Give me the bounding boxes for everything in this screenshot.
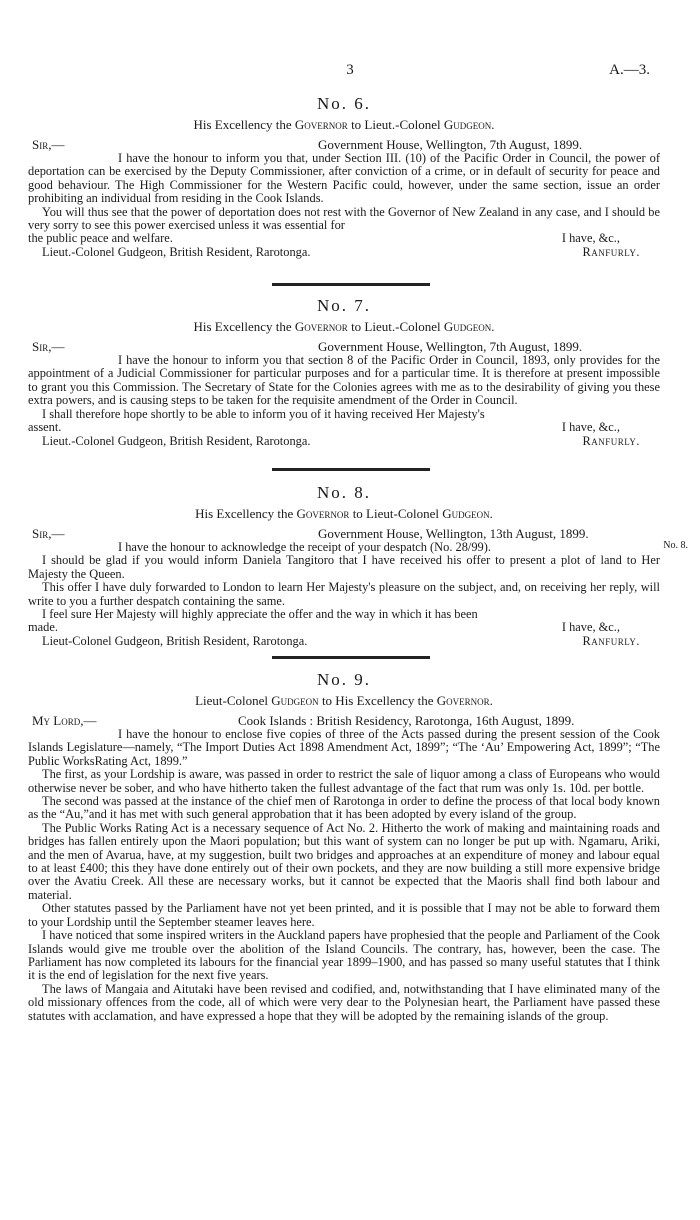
paragraph: I have noticed that some inspired writers in the Auckland papers have prophesied that the people and Parliament of the Cook Islands would give me trouble over the abolition of the Island Councils. The contrary, has, however, been the case. The Parliament has now completed its labours for the financial year 1899–1900, and has passed so many useful statutes that I think it is the end of legislation for the next five years. — [28, 928, 660, 983]
paragraph: The laws of Mangaia and Aitutaki have been revised and codified, and, notwithstanding that I have eliminated many of the old missionary offences from the code, all of which were very dear to the Polynesian heart, the Parliament have passed these statutes with acclamation, and have expressed a hope that they will be adopted by the remaining islands of the group. — [28, 981, 660, 1023]
section-divider — [272, 283, 430, 286]
paragraph: I feel sure Her Majesty will highly appreciate the offer and the way in which it has been — [42, 607, 478, 622]
paragraph: I have the honour to inform you that, under Section III. (10) of the Pacific Order in Council, the power of deportation can be exercised by the Deputy Commissioner, after conviction of a crime, or in default of security for peace and good behaviour. The High Commissioner for the Western Pacific could, however, under the same section, issue an order prohibiting an individual from residing in the Cook Islands. — [28, 151, 660, 206]
letter-address-line: His Excellency the Governor to Lieut-Colonel Gudgeon. — [195, 506, 493, 521]
place-date: Government House, Wellington, 7th August, 1899. — [318, 137, 583, 152]
closing-line — [28, 421, 660, 435]
salutation: Sir,— — [32, 339, 65, 354]
closing-text: the public peace and welfare. — [28, 231, 173, 246]
letter-no-7 — [28, 296, 660, 449]
letter-number: No. 6. — [316, 94, 372, 113]
salutation: Sir,— — [32, 526, 65, 541]
signature: Ranfurly. — [582, 245, 640, 260]
letter-number: No. 8. — [316, 483, 372, 502]
paragraph: Other statutes passed by the Parliament have not yet been printed, and it is possible that I may not be able to forward them to your Lordship until the September steamer leaves here. — [28, 901, 660, 929]
place-date: Government House, Wellington, 13th August, 1899. — [318, 526, 589, 541]
closing-text: assent. — [28, 420, 62, 435]
place-date: Cook Islands : British Residency, Rarotonga, 16th August, 1899. — [238, 713, 575, 728]
paragraph: I have the honour to acknowledge the receipt of your despatch (No. 28/99). — [118, 540, 491, 554]
closing-text: made. — [28, 620, 58, 635]
paragraph: The first, as your Lordship is aware, was passed in order to restrict the sale of liquor among a class of Europeans who would otherwise never be sober, and who have hitherto taken the fullest advantage of the fact that rum was only 1s. 10d. per bottle. — [28, 767, 660, 795]
salutation: Sir,— — [32, 137, 65, 152]
addressee: Lieut.-Colonel Gudgeon, British Resident, Rarotonga. — [42, 245, 311, 260]
place-date: Government House, Wellington, 7th August, 1899. — [318, 339, 583, 354]
letter-no-8 — [28, 483, 660, 649]
letter-number: No. 7. — [316, 296, 372, 315]
paragraph: This offer I have duly forwarded to London to learn Her Majesty's pleasure on the subject, and, on receiving her reply, will write to you a further despatch containing the same. — [28, 580, 660, 608]
paragraph: I shall therefore hope shortly to be able to inform you of it having received Her Majesty's — [42, 406, 485, 421]
paragraph: The second was passed at the instance of the chief men of Rarotonga in order to define the process of that local body known as the “Au,”and it has met with such general approbation that it has been adopted by every island of the group. — [28, 794, 660, 822]
closing-formula: I have, &c., — [561, 231, 620, 246]
closing-formula: I have, &c., — [561, 420, 620, 435]
signature: Ranfurly. — [582, 634, 640, 649]
letter-address-line: His Excellency the Governor to Lieut.-Colonel Gudgeon. — [193, 319, 495, 334]
letter-address-line: His Excellency the Governor to Lieut.-Colonel Gudgeon. — [193, 117, 495, 132]
letter-no-6 — [28, 94, 660, 260]
salutation-line — [28, 526, 660, 541]
paragraph: I should be glad if you would inform Daniela Tangitoro that I have received his offer to present a plot of land to Her Majesty the Queen. — [28, 553, 660, 581]
addressee: Lieut-Colonel Gudgeon, British Resident, Rarotonga. — [42, 634, 308, 649]
document-reference: A.—3. — [609, 62, 650, 78]
paragraph: I have the honour to inform you that section 8 of the Pacific Order in Council, 1893, only provides for the appointment of a Judicial Commissioner for particular purposes and for a particular time. It is therefore at present impossible to grant you this Commission. The Secretary of State for the Colonies agrees with me as to the desirability of giving you these extra powers, and is causing steps to be taken for the requisite amendment of the Order in Council. — [28, 353, 660, 408]
paragraph: You will thus see that the power of deportation does not rest with the Governor of New Zealand in any case, and I should be very sorry to see this power exercised unless it was essential for — [28, 204, 660, 233]
letter-number: No. 9. — [316, 670, 372, 689]
salutation-line — [28, 713, 660, 728]
signature: Ranfurly. — [582, 434, 640, 449]
paragraph: The Public Works Rating Act is a necessary sequence of Act No. 2. Hitherto the work of making and maintaining roads and bridges has fallen entirely upon the Maori population; but this want of system can no longer be put up with. Ngamaru, Ariki, and the men of Avarua, have, at my suggestion, built two bridges and approaches at an expenditure of money and labour equal to at least £400; this they have done entirely out of their own pockets, and they are now building a still more expensive bridge over the Avatiu Creek. All these are necessary works, but it cannot be expected that the Maoris shall find both labour and material. — [28, 820, 660, 902]
salutation-line — [28, 137, 660, 152]
signature-line — [28, 635, 660, 649]
letter-address-line: Lieut-Colonel Gudgeon to His Excellency the Governor. — [195, 693, 493, 708]
closing-formula: I have, &c., — [561, 620, 620, 635]
page-number: 3 — [346, 62, 354, 78]
signature-line — [28, 435, 660, 449]
salutation-line — [28, 339, 660, 354]
closing-line — [28, 232, 660, 246]
closing-line — [28, 621, 660, 635]
section-divider — [272, 656, 430, 659]
salutation: My Lord,— — [32, 713, 97, 728]
addressee: Lieut.-Colonel Gudgeon, British Resident, Rarotonga. — [42, 434, 311, 449]
paragraph: I have the honour to enclose five copies of three of the Acts passed during the present session of the Cook Islands Legislature—namely, “The Import Duties Act 1898 Amendment Act, 1899”; “The ‘Au’ Empowering Act, 1899”; “The Public WorksRating Act, 1899.” — [28, 727, 660, 768]
margin-reference: No. 8. — [663, 540, 688, 551]
section-divider — [272, 468, 430, 471]
letter-no-9 — [28, 670, 660, 1023]
signature-line — [28, 246, 660, 260]
